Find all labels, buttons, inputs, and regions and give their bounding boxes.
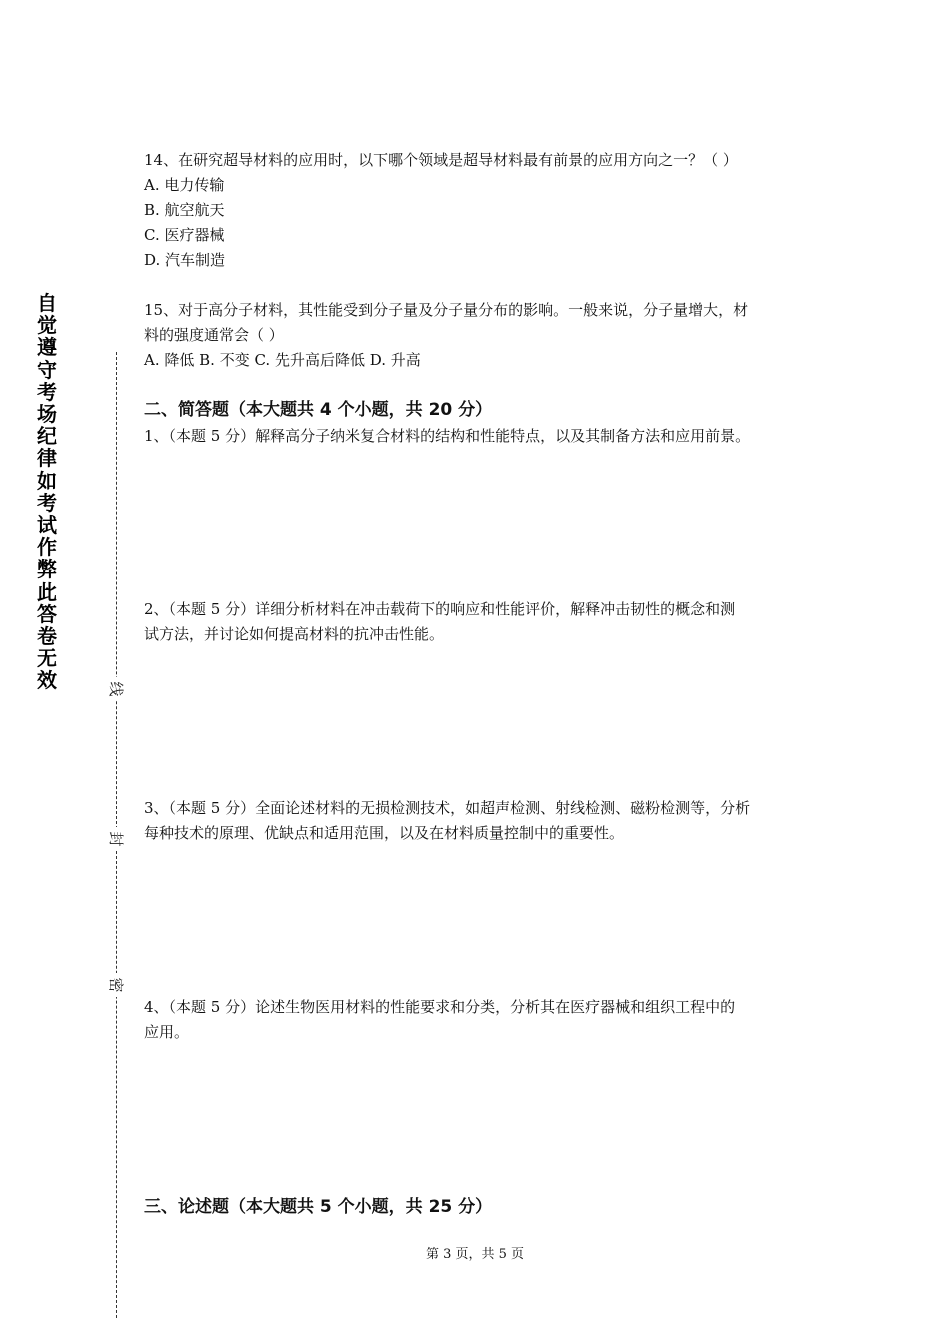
short-answer-2-line-1: 2、（本题 5 分）详细分析材料在冲击载荷下的响应和性能评价，解释冲击韧性的概念和测 [144, 600, 736, 618]
short-answer-3-line-2: 每种技术的原理、优缺点和适用范围，以及在材料质量控制中的重要性。 [144, 824, 625, 842]
short-answer-1-line-1: 1、（本题 5 分）解释高分子纳米复合材料的结构和性能特点，以及其制备方法和应用前景。 [144, 427, 751, 445]
section-2-title: 二、简答题（本大题共 4 个小题，共 20 分） [144, 400, 493, 420]
question-15-options: A. 降低 B. 不变 C. 先升高后降低 D. 升高 [144, 351, 421, 369]
short-answer-3-line-1: 3、（本题 5 分）全面论述材料的无损检测技术，如超声检测、射线检测、磁粉检测等，分析 [144, 799, 751, 817]
warning-char-9: 考 [37, 490, 57, 515]
warning-char-13: 此 [37, 579, 57, 604]
seal-char-secret: 密 [105, 973, 127, 997]
question-14 [144, 148, 820, 273]
warning-char-4: 考 [37, 379, 57, 404]
warning-char-5: 场 [37, 402, 57, 427]
question-14-option-c: C. 医疗器械 [144, 226, 225, 244]
warning-char-2: 遵 [37, 335, 57, 360]
warning-char-11: 作 [37, 535, 57, 560]
question-15-stem-line-1: 15、对于高分子材料，其性能受到分子量及分子量分布的影响。一般来说，分子量增大，材 [144, 301, 749, 319]
warning-char-3: 守 [37, 357, 57, 382]
short-answer-4-line-2: 应用。 [144, 1023, 190, 1041]
exam-discipline-warning [30, 292, 64, 692]
short-answer-2 [144, 597, 820, 647]
seal-char-seal: 封 [105, 827, 127, 851]
question-15-stem-line-2: 料的强度通常会（ ） [144, 326, 284, 344]
short-answer-4 [144, 995, 820, 1045]
short-answer-3 [144, 796, 820, 846]
warning-char-6: 纪 [37, 424, 57, 449]
warning-char-10: 试 [37, 513, 57, 538]
seal-char-line: 线 [105, 677, 127, 701]
warning-char-8: 如 [37, 468, 57, 493]
warning-char-14: 答 [37, 601, 57, 626]
question-15 [144, 298, 820, 373]
section-3-title: 三、论述题（本大题共 5 个小题，共 25 分） [144, 1197, 493, 1217]
short-answer-2-line-2: 试方法，并讨论如何提高材料的抗冲击性能。 [144, 625, 445, 643]
warning-char-7: 律 [37, 446, 57, 471]
question-14-option-a: A. 电力传输 [144, 176, 225, 194]
question-14-option-b: B. 航空航天 [144, 201, 225, 219]
warning-char-0: 自 [37, 291, 57, 315]
warning-char-12: 弊 [37, 557, 57, 582]
question-14-stem: 14、在研究超导材料的应用时，以下哪个领域是超导材料最有前景的应用方向之一？（ ） [144, 151, 738, 169]
warning-char-16: 无 [37, 646, 57, 671]
warning-char-17: 效 [37, 668, 57, 693]
warning-char-15: 卷 [37, 624, 57, 649]
short-answer-4-line-1: 4、（本题 5 分）论述生物医用材料的性能要求和分类，分析其在医疗器械和组织工程中的 [144, 998, 736, 1016]
short-answer-1 [144, 424, 820, 449]
warning-char-1: 觉 [37, 313, 57, 338]
page-number-footer: 第 3 页，共 5 页 [425, 1247, 525, 1262]
question-14-option-d: D. 汽车制造 [144, 251, 226, 269]
